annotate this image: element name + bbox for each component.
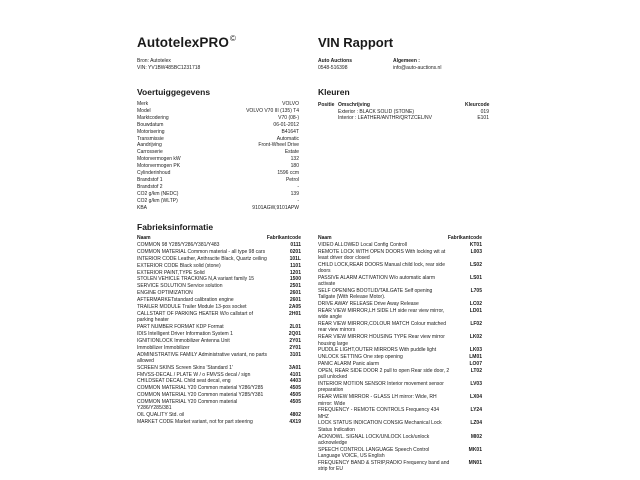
- factory-item-name: CALLSTART OF PARKING HEATER W/o callstart of parking heater: [137, 310, 253, 324]
- vin-line: VIN: YV1BW485BC1231718: [137, 65, 201, 71]
- vehicle-detail-label: Brandstof 1: [137, 176, 163, 183]
- factory-item-code: L003: [470, 248, 482, 255]
- factory-item-code: 0111: [290, 242, 301, 248]
- factory-left-header: [137, 235, 301, 241]
- factory-item: [318, 249, 482, 261]
- vehicle-detail-label: Merk: [137, 101, 149, 107]
- factory-item: [318, 242, 482, 248]
- factory-item: [318, 381, 482, 393]
- factory-item-name: PASSIVE ALARM ACTIVATION W/o automatic alarm activate: [318, 275, 435, 288]
- vehicle-detail-value: 9101AGW,9101APW: [252, 204, 299, 211]
- vehicle-detail-label: CO2 g/km (NEDC): [137, 190, 179, 197]
- vehicle-detail-value: VOLVO V70 III (135) T4: [246, 107, 299, 114]
- factory-item-name: ENGINE OPTIMIZATION: [137, 290, 193, 297]
- source-line: Bron: Autotelex: [137, 58, 171, 64]
- factory-item: [137, 338, 301, 344]
- factory-item: [137, 311, 301, 323]
- factory-item-code: LC02: [469, 301, 482, 308]
- factory-item: [318, 368, 482, 380]
- factory-item: [137, 249, 301, 255]
- factory-item-name: INTERIOR CODE Leather, Anthracite Black, Quartz ceiling: [137, 255, 267, 262]
- factory-item: [137, 372, 301, 378]
- factory-item: [318, 301, 482, 307]
- factory-item: [137, 324, 301, 330]
- vehicle-detail-row: [137, 205, 299, 212]
- factory-item-code: 2A05: [289, 304, 301, 311]
- factory-item-name: IDIS Intelligent Driver Information System 1: [137, 330, 233, 337]
- factory-item-name: FREQUENCY BAND & STRIP,RADIO Frequency band and strip for EU: [318, 459, 450, 472]
- factory-item: [137, 412, 301, 418]
- factory-item-code: LV03: [470, 381, 482, 388]
- factory-item: [137, 331, 301, 337]
- colors-col-description: Omschrijving: [338, 102, 370, 108]
- factory-item-code: MN01: [468, 459, 482, 466]
- factory-item: [318, 434, 482, 446]
- vehicle-detail-label: Motorvermogen PK: [137, 163, 181, 170]
- factory-item-code: LK03: [469, 347, 482, 354]
- color-code: E101: [477, 115, 489, 121]
- vehicle-detail-row: [137, 149, 299, 156]
- factory-item-name: CHILD LOCK,REAR DOORS Manual child lock, rear side doors: [318, 261, 445, 275]
- vehicle-detail-label: Carrosserie: [137, 149, 163, 156]
- vehicle-detail-value: -: [297, 197, 299, 204]
- general-label: Algemeen :: [393, 58, 420, 64]
- vehicle-detail-row: [137, 156, 299, 163]
- vehicle-detail-row: [137, 129, 299, 136]
- vehicle-detail-value: 139: [290, 190, 299, 197]
- factory-item: [137, 304, 301, 310]
- factory-item-name: FREQUENCY - REMOTE CONTROLS Frequency 434 MHZ: [318, 407, 440, 420]
- factory-item-name: PUDDLE LIGHT,OUTER MIRRORS With puddle light: [318, 347, 437, 354]
- vehicle-details-list: [137, 101, 299, 212]
- factory-item: [137, 290, 301, 296]
- factory-item-name: SPEECH CONTROL LANGUAGE Speech Control Language VOICE, US English: [318, 446, 430, 459]
- factory-item-name: VIDEO ALLOWED Local Config Controll: [318, 242, 407, 248]
- factory-item: [137, 378, 301, 384]
- factory-item-code: LS01: [470, 275, 482, 282]
- factory-item-name: REAR WIEW MIRROR - GLASS LH mirror: Wide, RH mirror: Wide: [318, 394, 437, 407]
- factory-item-code: 4101: [289, 371, 301, 378]
- factory-item: [137, 352, 301, 364]
- factory-item: [318, 308, 482, 320]
- vehicle-detail-label: Model: [137, 107, 151, 114]
- factory-item-code: 4505: [289, 392, 301, 399]
- factory-item-code: LX04: [470, 394, 482, 401]
- vehicle-detail-value: Estate: [284, 149, 299, 156]
- vehicle-detail-row: [137, 191, 299, 198]
- company-info: [318, 58, 352, 72]
- colors-table-body: [318, 109, 489, 121]
- vehicle-detail-value: Automatic: [276, 135, 299, 142]
- factory-item-name: OPEN, REAR SIDE DOOR 2 pull to open Rear side door, 2 pull unlocked: [318, 368, 450, 381]
- factory-item-name: LOCK STATUS INDICATION CONSIG Mechanical Lock Status Indication: [318, 420, 442, 433]
- factory-item-name: Immobilizer Immobilizer: [137, 344, 190, 351]
- factory-item: [137, 345, 301, 351]
- factory-item-code: 1201: [289, 269, 301, 276]
- vehicle-detail-value: -: [297, 183, 299, 190]
- factory-item-name: SCREEN SKINS Screen Skins 'Standard 1': [137, 364, 233, 371]
- factory-item-name: OIL QUALITY Std. oil: [137, 412, 185, 419]
- factory-item-code: 101L: [289, 255, 301, 262]
- factory-item-name: CHILDSEAT DECAL Child seat decal, eng: [137, 378, 231, 385]
- vehicle-detail-label: Brandstof 2: [137, 183, 163, 190]
- factory-item: [137, 419, 301, 425]
- factory-item-name: REAR VIEW MIRROR,COLOUR MATCH Colour matched rear view mirrors: [318, 321, 446, 334]
- vehicle-detail-row: [137, 184, 299, 191]
- factory-item-code: LY24: [470, 407, 482, 414]
- vehicle-detail-value: Petrol: [285, 176, 299, 183]
- factory-item-name: SERVICE SOLUTION Service solution: [137, 283, 223, 290]
- factory-right-header: [318, 235, 482, 241]
- color-description: Exterior : BLACK SOLID (STONE): [338, 109, 415, 115]
- colors-section-title: Kleuren: [318, 87, 350, 97]
- factory-right-col-code: Fabrikantcode: [447, 235, 482, 241]
- factory-item: [318, 394, 482, 406]
- factory-item-code: 2Y01: [289, 344, 301, 351]
- factory-item-name: EXTERIOR CODE Black solid (stone): [137, 262, 221, 269]
- factory-item-name: COMMON MATERIAL Y20 Common material Y285/Y381: [137, 392, 264, 399]
- factory-item-code: MK01: [468, 446, 482, 453]
- vehicle-detail-label: Aandrijving: [137, 142, 162, 149]
- factory-item-code: 0201: [289, 248, 301, 255]
- factory-item: [318, 321, 482, 333]
- vehicle-detail-row: [137, 170, 299, 177]
- factory-item: [318, 447, 482, 459]
- vehicle-detail-label: Motorvermogen kW: [137, 156, 181, 163]
- factory-item-name: ACKNOWL. SIGNAL LOCK/UNLOCK Lock/unlock acknowledge: [318, 433, 430, 446]
- factory-item-code: 4802: [289, 412, 301, 419]
- factory-item-name: MARKET CODE Market variant, not for part steering: [137, 419, 253, 426]
- factory-item-code: 2601: [289, 290, 301, 297]
- factory-item: [137, 297, 301, 303]
- vehicle-detail-value: 180: [290, 163, 299, 170]
- vehicle-detail-label: Bouwdatum: [137, 121, 164, 128]
- vehicle-detail-value: VOLVO: [282, 101, 299, 107]
- report-title: VIN Rapport: [318, 35, 394, 50]
- factory-item-code: LK02: [469, 334, 482, 341]
- factory-item: [318, 420, 482, 432]
- colors-col-code: Kleurcode: [465, 102, 490, 108]
- factory-item-code: 2Q01: [288, 330, 301, 337]
- factory-item-code: 3A01: [289, 364, 301, 371]
- factory-item-name: UNLOCK SETTING One step opening: [318, 354, 403, 361]
- factory-item: [318, 354, 482, 360]
- factory-item-name: REAR VIEW MIRROR,LH SIDE LH side rear view mirror, wide angle: [318, 308, 445, 321]
- factory-item: [137, 365, 301, 371]
- vehicle-detail-label: Transmissie: [137, 135, 164, 142]
- factory-item-code: MI02: [470, 433, 482, 440]
- color-row: [318, 115, 489, 121]
- factory-item-code: 1500: [289, 276, 301, 283]
- factory-item-name: COMMON MATERIAL Common material - all type 98 cars: [137, 248, 266, 255]
- vehicle-detail-value: V70 (08-): [278, 114, 299, 121]
- vehicle-section-title: Voertuiggegevens: [137, 87, 211, 97]
- vehicle-detail-row: [137, 163, 299, 170]
- vehicle-detail-row: [137, 142, 299, 149]
- factory-item-code: LT02: [470, 368, 482, 375]
- vehicle-detail-label: Cylinderinhoud: [137, 170, 171, 177]
- brand-logo: AutotelexPRO©: [137, 34, 236, 50]
- factory-item-code: 2Y01: [289, 337, 301, 344]
- factory-item: [318, 407, 482, 419]
- copyright-mark: ©: [229, 34, 236, 43]
- factory-left-col-code: Fabrikantcode: [266, 235, 301, 241]
- vehicle-detail-row: [137, 115, 299, 122]
- color-description: Interior : LEATHER/ANTHR/QRTZCEL/NV: [338, 115, 432, 121]
- vehicle-detail-value: 1596 ccm: [277, 170, 299, 177]
- factory-item-name: STOLEN VEHICLE TRACKING N,A variant family 15: [137, 276, 255, 283]
- vehicle-detail-value: 06-01-2012: [273, 121, 299, 128]
- factory-item: [318, 460, 482, 472]
- factory-item-code: 4X19: [289, 419, 301, 426]
- factory-item-code: 4505: [289, 385, 301, 392]
- factory-right-list: [318, 242, 482, 473]
- colors-col-position: Positie: [318, 102, 335, 108]
- vehicle-detail-row: [137, 177, 299, 184]
- factory-item-name: AFTERMARKETstandard calibration engine: [137, 297, 234, 304]
- vehicle-detail-row: [137, 122, 299, 129]
- factory-item-name: COMMON MATERIAL Y20 Common material Y286/Y285/381: [137, 399, 238, 412]
- factory-item-name: INTERIOR MOTION SENSOR Interior movement sensor preparation: [318, 381, 444, 394]
- factory-item-code: LO07: [469, 361, 482, 368]
- factory-item-name: TRAILER MODULE Trailer Module 13-pos socket: [137, 304, 247, 311]
- factory-item-name: COMMON 98 Y285/Y286/Y381/Y483: [137, 242, 220, 248]
- factory-item-code: KT01: [469, 242, 482, 248]
- factory-left-col-name: Naam: [137, 235, 151, 241]
- factory-item: [137, 256, 301, 262]
- vehicle-detail-row: [137, 198, 299, 205]
- factory-item: [137, 399, 301, 411]
- factory-item-code: LM01: [469, 354, 482, 361]
- colors-table-header: [318, 102, 489, 108]
- general-info: [393, 58, 441, 72]
- factory-item-code: L705: [470, 288, 482, 295]
- factory-item-name: IGNITIONLOCK Immobilizer Antenna Unit: [137, 337, 230, 344]
- factory-item-code: LS02: [470, 261, 482, 268]
- factory-item-name: PART NUMBER FORMAT KDP Format: [137, 324, 224, 330]
- factory-item-name: SELF OPENING BOOTLID/TAILGATE Self opening Tailgate (With Release Motor).: [318, 288, 433, 301]
- factory-item: [318, 347, 482, 353]
- factory-item: [137, 270, 301, 276]
- vehicle-detail-row: [137, 136, 299, 143]
- factory-item-code: 1101: [290, 262, 301, 269]
- factory-item-code: 4505: [289, 399, 301, 406]
- factory-item-code: LD01: [469, 308, 482, 315]
- factory-item: [137, 276, 301, 282]
- factory-item-code: 2501: [289, 283, 301, 290]
- factory-item-name: REAR VIEW MIRROR HOUSING TYPE Rear view mirror housing large: [318, 334, 445, 347]
- factory-item-name: PANIC ALARM Panic alarm: [318, 361, 380, 368]
- vehicle-detail-value: Front-Wheel Drive: [258, 142, 299, 149]
- vehicle-detail-row: [137, 101, 299, 108]
- factory-item-code: 4403: [289, 378, 301, 385]
- factory-item-name: DRIVE AWAY RELEASE Drive Away Release: [318, 301, 419, 308]
- factory-item: [137, 385, 301, 391]
- color-code: 019: [480, 109, 489, 115]
- general-email: info@auto-auctions.nl: [393, 65, 442, 71]
- factory-item: [318, 275, 482, 287]
- vehicle-detail-label: KBA: [137, 204, 148, 211]
- factory-item: [137, 263, 301, 269]
- factory-item-name: ADMINISTRATIVE FAMILY Administrative variant, no parts allowed: [137, 351, 268, 364]
- vehicle-detail-label: Motorisering: [137, 128, 165, 135]
- factory-item-code: LZ04: [470, 420, 482, 427]
- factory-item-name: EXTERIOR PAINT,TYPE Solid: [137, 269, 205, 276]
- factory-item: [318, 262, 482, 274]
- factory-item: [137, 242, 301, 248]
- factory-item: [318, 334, 482, 346]
- factory-item-name: COMMON MATERIAL Y20 Common material Y286/Y285: [137, 385, 264, 392]
- factory-right-col-name: Naam: [318, 235, 332, 241]
- color-position: [318, 115, 338, 121]
- factory-item: [318, 288, 482, 300]
- company-label: Auto Auctions: [318, 58, 352, 64]
- factory-section-title: Fabrieksinformatie: [137, 222, 214, 232]
- factory-item: [137, 392, 301, 398]
- source-info: [137, 58, 200, 72]
- factory-item-code: 3101: [289, 351, 301, 358]
- factory-item-code: LF02: [470, 321, 482, 328]
- factory-item-name: FMVSS-DECAL / PLATE W / o FMVSS decal / sign: [137, 371, 251, 378]
- vehicle-detail-label: CO2 g/km (WLTP): [137, 197, 178, 204]
- vehicle-detail-value: B4164T: [281, 128, 299, 135]
- factory-left-list: [137, 242, 301, 426]
- vehicle-detail-value: 132: [290, 156, 299, 163]
- vehicle-detail-row: [137, 108, 299, 115]
- factory-item-code: 2601: [289, 297, 301, 304]
- factory-item-code: 2L01: [289, 324, 301, 330]
- factory-item: [137, 283, 301, 289]
- company-phone: 0548-516398: [318, 65, 348, 71]
- factory-item-name: REMOTE LOCK WITH OPEN DOORS With locking wit at least driver door closed: [318, 248, 446, 262]
- factory-item: [318, 361, 482, 367]
- factory-item-code: 2H01: [289, 310, 301, 317]
- vehicle-detail-label: Marktcodering: [137, 114, 169, 121]
